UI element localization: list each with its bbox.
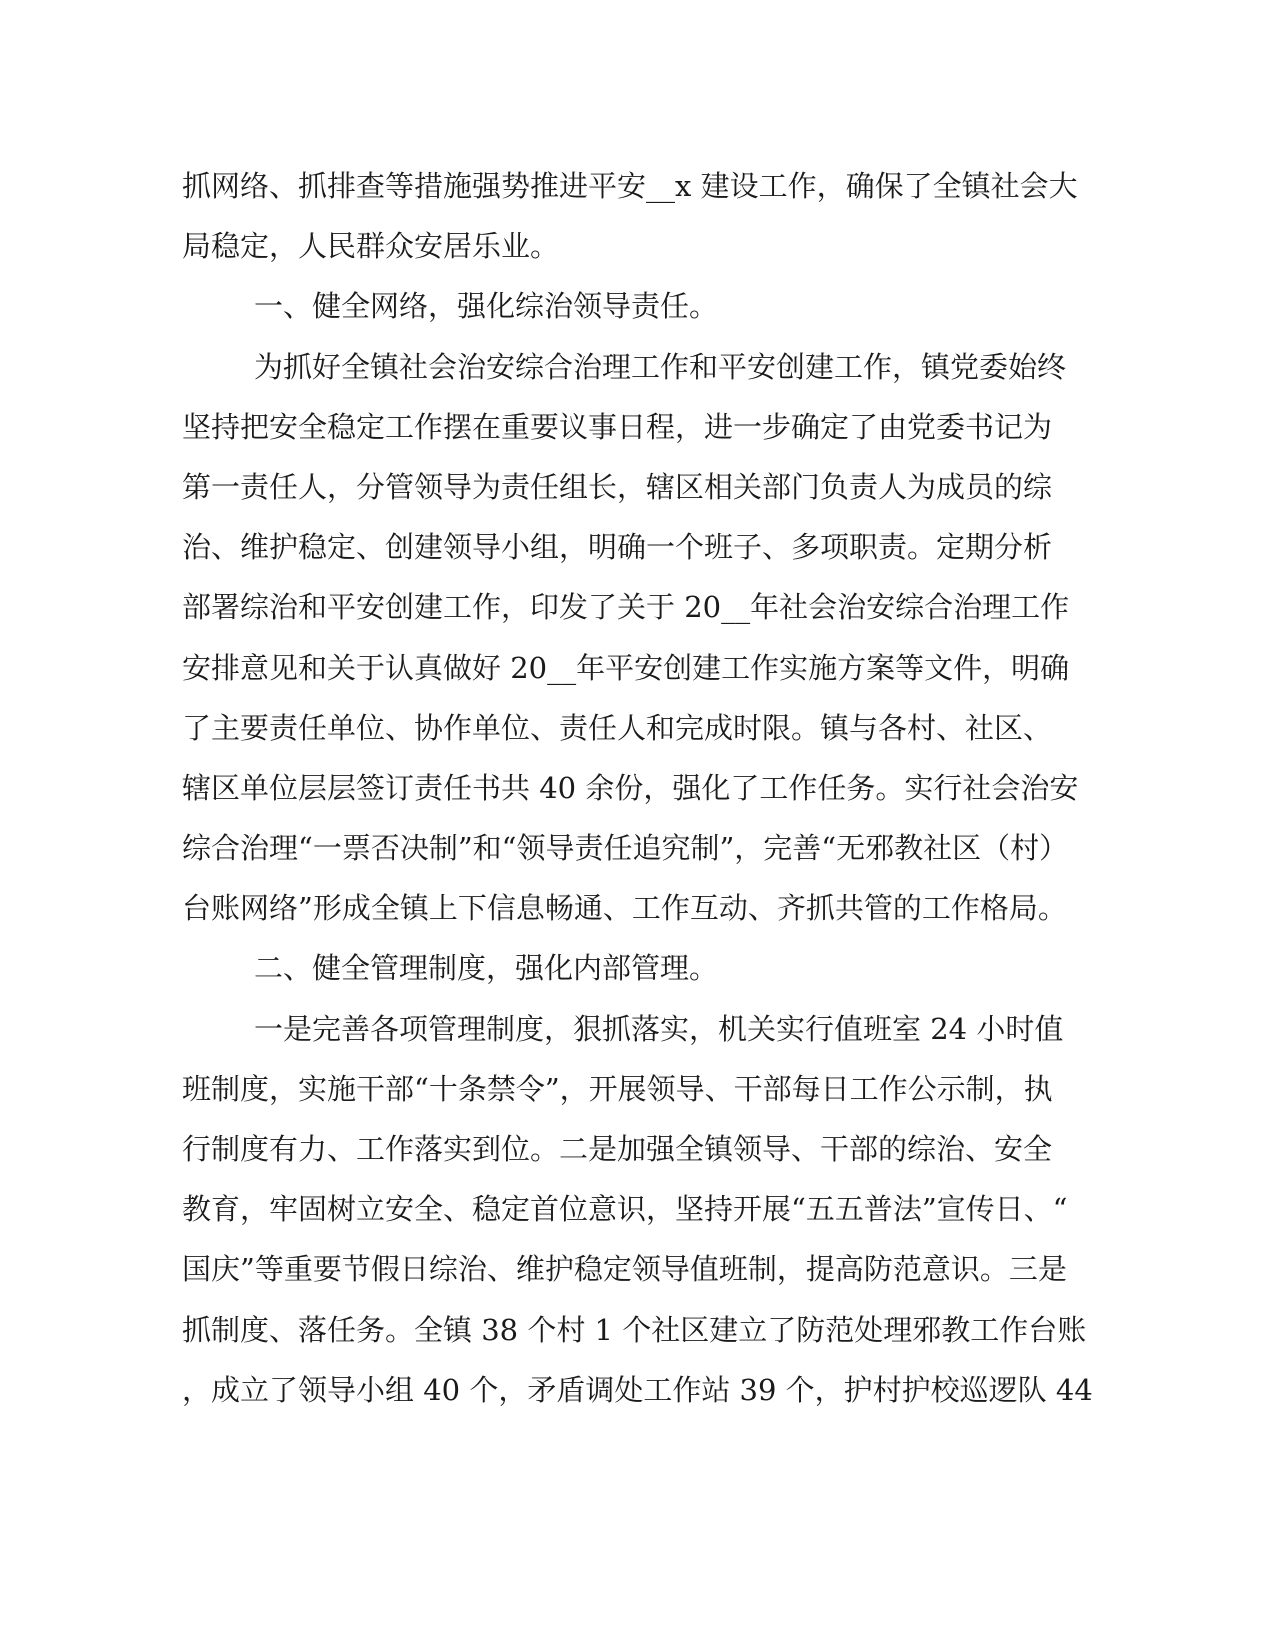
section-heading: 一、健全网络，强化综治领导责任。: [254, 289, 719, 324]
text-line: ，成立了领导小组 40 个，矛盾调处工作站 39 个，护村护校巡逻队 44: [182, 1372, 1093, 1407]
text-line: 抓网络、抓排查等措施强势推进平安__x 建设工作，确保了全镇社会大: [182, 169, 1078, 203]
text-line: 第一责任人，分管领导为责任组长，辖区相关部门负责人为成员的综: [182, 469, 1053, 504]
text-line: 治、维护稳定、创建领导小组，明确一个班子、多项职责。定期分析: [182, 530, 1053, 565]
text-line: 班制度，实施干部“十条禁令”，开展领导、干部每日工作公示制，执: [182, 1071, 1053, 1106]
text-line: 综合治理“一票否决制”和“领导责任追究制”，完善“无邪教社区（村）: [182, 831, 1069, 866]
text-line: 了主要责任单位、协作单位、责任人和完成时限。镇与各村、社区、: [182, 710, 1053, 745]
document-body: [182, 156, 1093, 1420]
text-line: 安排意见和关于认真做好 20__年平安创建工作实施方案等文件，明确: [182, 650, 1070, 685]
section-heading: 二、健全管理制度，强化内部管理。: [254, 951, 719, 986]
text-line: 行制度有力、工作落实到位。二是加强全镇领导、干部的综治、安全: [182, 1132, 1053, 1166]
text-line: 局稳定，人民群众安居乐业。: [182, 229, 560, 264]
text-line: 坚持把安全稳定工作摆在重要议事日程，进一步确定了由党委书记为: [182, 409, 1053, 444]
paragraph-first-line: 一是完善各项管理制度，狠抓落实，机关实行值班室 24 小时值: [254, 1011, 1064, 1046]
text-line: 部署综治和平安创建工作，印发了关于 20__年社会治安综合治理工作: [182, 590, 1070, 625]
paragraph-first-line: 为抓好全镇社会治安综合治理工作和平安创建工作，镇党委始终: [254, 349, 1067, 384]
text-line: 台账网络”形成全镇上下信息畅通、工作互动、齐抓共管的工作格局。: [182, 891, 1067, 926]
text-line: 辖区单位层层签订责任书共 40 余份，强化了工作任务。实行社会治安: [182, 770, 1079, 805]
text-line: 抓制度、落任务。全镇 38 个村 1 个社区建立了防范处理邪教工作台账: [182, 1312, 1087, 1347]
text-line: 国庆”等重要节假日综治、维护稳定领导值班制，提高防范意识。三是: [182, 1252, 1067, 1287]
text-line: 教育，牢固树立安全、稳定首位意识，坚持开展“五五普法”宣传日、“: [182, 1192, 1068, 1227]
